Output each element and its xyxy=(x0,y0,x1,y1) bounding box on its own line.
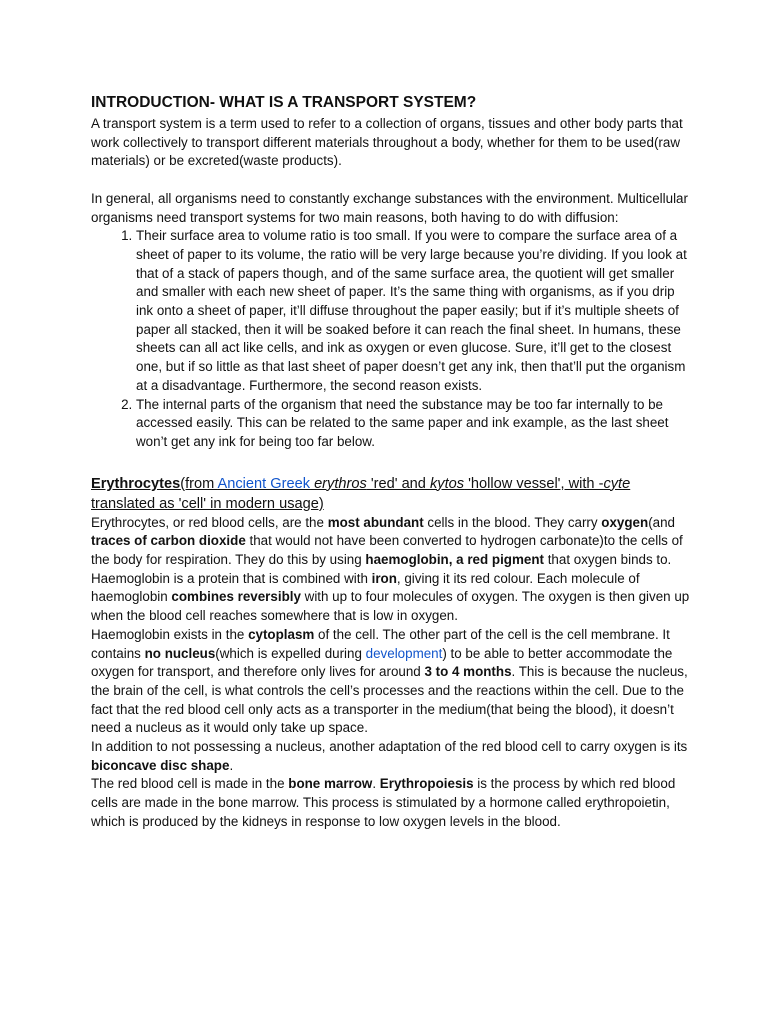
text-run: . xyxy=(372,776,380,792)
ancient-greek-link[interactable]: Ancient Greek xyxy=(217,475,311,492)
document-body xyxy=(91,93,691,832)
heading-italic: cyte xyxy=(603,475,631,492)
text-run: with up to four molecules of oxygen. The oxygen is then given up when the blood cell reaches somewhere that is low in oxygen. xyxy=(91,589,690,624)
bold-term: bone marrow xyxy=(288,776,373,792)
text-run: The red blood cell is made in the xyxy=(91,776,289,792)
erythrocytes-heading xyxy=(91,474,691,514)
heading-text: (from xyxy=(180,475,218,492)
bold-term: traces of carbon dioxide xyxy=(91,533,246,549)
bold-term: Erythropoiesis xyxy=(379,776,474,792)
heading-text: translated as 'cell' in modern usage) xyxy=(91,495,324,512)
list-item: 2. The internal parts of the organism that need the substance may be too far internally to be accessed easily. This can be related to the same paper and ink example, as the last sheet won’t get any ink for being too far below. xyxy=(136,396,691,452)
text-run: (which is expelled during xyxy=(215,645,366,661)
bold-term: haemoglobin, a red pigment xyxy=(365,552,544,568)
text-run: of the cell. The other part of the cell is the cell membrane. It contains xyxy=(91,626,670,661)
text-run: , giving it its red colour. Each molecule of haemoglobin xyxy=(91,570,640,605)
text-run: . This is because the nucleus, the brain of the cell, is what controls the cell’s processes and the reactions within the cell. Due to the fact that the red blood cell only acts as a transporter in the medium(that being the blood), it doesn’t need a nucleus as it would only take up space. xyxy=(91,664,688,736)
heading-term: Erythrocytes xyxy=(91,475,181,492)
diffusion-paragraph: In general, all organisms need to constantly exchange substances with the environment. Multicellular organisms need transport systems for two main reasons, both having to do with diffusion: xyxy=(91,190,688,225)
text-run: (and xyxy=(648,514,675,530)
text-run: is the process by which red blood cells are made in the bone marrow. This process is stimulated by a hormone called erythropoietin, which is produced by the kidneys in response to low oxygen levels in the blood. xyxy=(91,776,676,829)
erythrocytes-paragraph-1 xyxy=(91,514,691,626)
bold-term: 3 to 4 months xyxy=(424,664,512,680)
erythrocytes-paragraph-2 xyxy=(91,626,691,738)
text-run: In addition to not possessing a nucleus, another adaptation of the red blood cell to carry oxygen is its xyxy=(91,739,688,755)
spacer xyxy=(91,171,691,190)
erythrocytes-paragraph-3 xyxy=(91,738,691,775)
text-run: that oxygen binds to. Haemoglobin is a protein that is combined with xyxy=(91,552,672,586)
text-run: ) to be able to better accommodate the oxygen for transport, and therefore only lives for around xyxy=(91,645,673,680)
bold-term: no nucleus xyxy=(144,645,216,661)
bold-term: most abundant xyxy=(327,514,424,530)
text-run: cells in the blood. They carry xyxy=(423,514,602,530)
page-title: INTRODUCTION- WHAT IS A TRANSPORT SYSTEM? xyxy=(91,94,477,111)
heading-italic: kytos xyxy=(429,475,465,492)
text-run: . xyxy=(229,757,234,773)
text-run: that would not have been converted to hydrogen carbonate)to the cells of the body for respiration. They do this by using xyxy=(91,533,683,568)
heading-text: 'red' and xyxy=(366,475,430,492)
reasons-list xyxy=(91,227,691,451)
bold-term: biconcave disc shape xyxy=(91,757,230,773)
intro-paragraph: A transport system is a term used to refer to a collection of organs, tissues and other body parts that work collectively to transport different materials throughout a body, whether for them to be used(raw materials) or be excreted(waste products). xyxy=(91,116,683,169)
bold-term: cytoplasm xyxy=(248,626,315,642)
bold-term: oxygen xyxy=(601,514,649,530)
text-run: Erythrocytes, or red blood cells, are the xyxy=(91,514,328,530)
bold-term: combines reversibly xyxy=(171,589,301,605)
list-item: 1. Their surface area to volume ratio is too small. If you were to compare the surface area of a sheet of paper to its volume, the ratio will be very large because you’re dividing. If you look at that of a stack of papers though, and of the same surface area, the quotient will get smaller and smaller with each new sheet of paper. It’s the same thing with organisms, as if you drip ink onto a sheet of paper, it’ll diffuse throughout the paper easily; but if it’s multiple sheets of paper all stacked, then it will be soaked before it can reach the final sheet. In humans, these sheets can all act like cells, and ink as oxygen or even glucose. Sure, it’ll get to the closest one, but if so little as that last sheet of paper doesn’t get any ink, then that’ll put the organism at a disadvantage. Furthermore, the second reason exists. xyxy=(136,227,691,395)
heading-text: 'hollow vessel', with - xyxy=(464,475,604,492)
text-run: Haemoglobin exists in the xyxy=(91,626,249,642)
development-link[interactable]: development xyxy=(365,645,443,661)
heading-italic: erythros xyxy=(310,475,367,492)
bold-term: iron xyxy=(371,570,397,586)
erythrocytes-paragraph-4 xyxy=(91,775,691,831)
